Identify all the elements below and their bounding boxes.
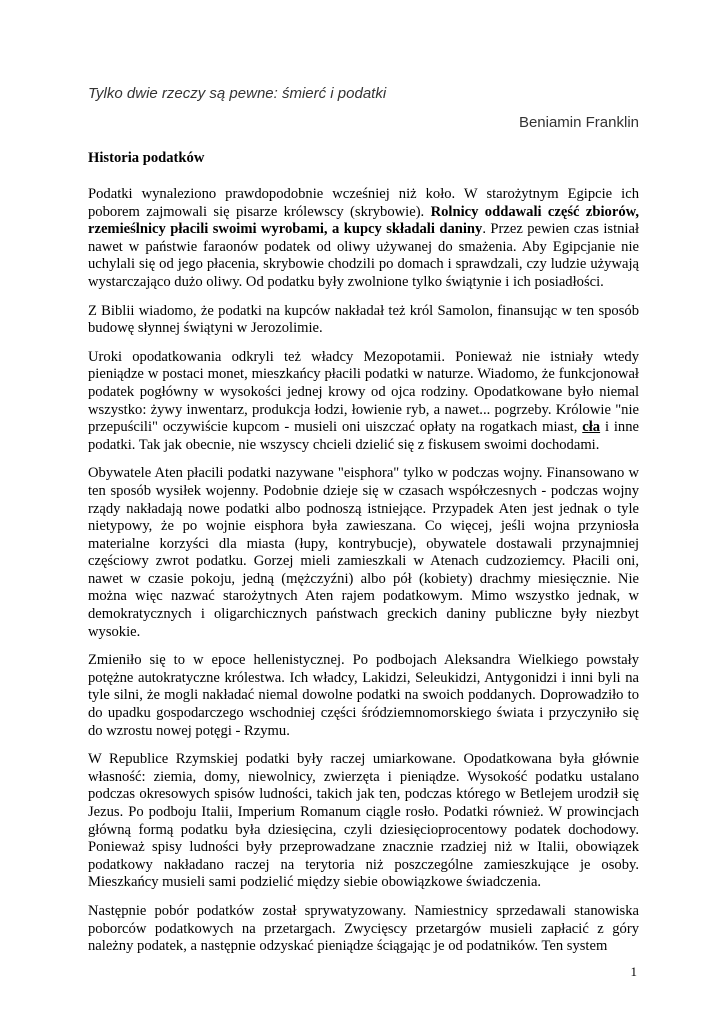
paragraph-mesopotamia bbox=[88, 349, 639, 455]
paragraph-tax-collection: Następnie pobór podatków został sprywatyzowany. Namiestnicy sprzedawali stanowiska poborców podatkowych na przetargach. Zwycięscy przetargów musieli zapłacić z góry należny podatek, a następnie odzyskać pieniądze ściągając je od podatników. Ten system bbox=[88, 902, 639, 955]
paragraph-mesopotamia-bold-underline: cła bbox=[582, 419, 601, 436]
paragraph-hellenistic: Zmieniło się to w epoce hellenistycznej. Po podbojach Aleksandra Wielkiego powstały potężne autokratyczne królestwa. Ich władcy, Lakidzi, Seleukidzi, Antygonidzi i inni byli na tyle silni, że mogli nakładać niemal dowolne podatki na swoich poddanych. Doprowadziło to do upadku gospodarczego wschodniej części śródziemnomorskiego świata i przyczyniło się do wzrostu nowej potęgi - Rzymu. bbox=[88, 652, 639, 739]
paragraph-mesopotamia-part-1: Uroki opodatkowania odkryli też władcy Mezopotamii. Ponieważ nie istniały wtedy pieniądze w postaci monet, mieszkańcy płacili podatki w naturze. Wiadomo, że funkcjonował podatek pogłówny w wysokości jednej krowy od ojca rodziny. Opodatkowane było niemal wszystko: żywy inwentarz, produkcja łodzi, łowienie ryb, a nawet... pogrzeby. Królowie "nie przepuścili" oczywiście kupcom - musieli oni uiszczać opłaty na rogatkach miast, bbox=[88, 348, 639, 436]
paragraph-bible: Z Biblii wiadomo, że podatki na kupców nakładał też król Samolon, finansując w ten sposób budowę słynnej świątyni w Jerozolimie. bbox=[88, 302, 639, 337]
paragraph-egypt-part-1: Podatki wynaleziono prawdopodobnie wcześniej niż koło. W starożytnym Egipcie ich poborem zajmowali się pisarze królewscy (skrybowie). bbox=[88, 186, 639, 220]
paragraph-egypt-bold: Rolnicy oddawali część zbiorów, rzemieślnicy płacili swoimi wyrobami, a kupcy składali daniny bbox=[88, 203, 639, 238]
paragraph-mesopotamia-part-2: i inne podatki. Tak jak obecnie, nie wszyscy chcieli dzielić się z fiskusem swoimi dochodami. bbox=[88, 419, 639, 453]
paragraph-egypt bbox=[88, 186, 639, 292]
paragraph-athens: Obywatele Aten płacili podatki nazywane "eisphora" tylko w podczas wojny. Finansowano w ten sposób wysiłek wojenny. Podobnie dzieje się w czasach współczesnych - podczas wojny rządy nakładają nowe podatki albo podnoszą istniejące. Przypadek Aten jest jednak o tyle nietypowy, że po wojnie eisphora była zawieszana. Co więcej, jeśli wojna przyniosła materialne korzyści dla miasta (łupy, kontrybucje), obywatele dostawali przynajmniej częściowy zwrot podatku. Gorzej mieli zamieszkali w Atenach cudzoziemcy. Płacili oni, nawet w czasie pokoju, jedną (mężczyźni) albo pół (kobiety) drachmy miesięcznie. Nie można więc nazwać starożytnych Aten rajem podatkowym. Mimo wszystko jednak, w demokratycznych i oligarchicznych państwach greckich daniny publiczne były niezbyt wysokie. bbox=[88, 465, 639, 640]
section-title: Historia podatków bbox=[88, 150, 205, 166]
paragraph-egypt-part-2: . Przez pewien czas istniał nawet w państwie faraonów podatek od oliwy używanej do smażenia. Aby Egipcjanie nie uchylali się od jego płacenia, skrybowie chodzili po domach i sprawdzali, czy ludzie używają wystarczająco dużo oliwy. Od podatku były zwolnione tylko świątynie i ich posiadłości. bbox=[88, 221, 640, 290]
motto-quote: Tylko dwie rzeczy są pewne: śmierć i podatki bbox=[88, 85, 387, 102]
page-number: 1 bbox=[630, 964, 637, 979]
motto-author: Beniamin Franklin bbox=[518, 114, 639, 131]
page-content bbox=[88, 84, 639, 956]
paragraph-rome: W Republice Rzymskiej podatki były raczej umiarkowane. Opodatkowana była głównie własność: ziemia, domy, niewolnicy, zwierzęta i pieniądze. Wysokość podatku ustalano podczas okresowych spisów ludności, takich jak ten, podczas którego w Betlejem urodził się Jezus. Po podboju Italii, Imperium Romanum ciągle rosło. Podatki również. W prowincjach główną formą podatku była dziesięcina, czyli dziesięcioprocentowy podatek dochodowy. Ponieważ spisy ludności były przeprowadzane znacznie rzadziej niż w Italii, obowiązek podatkowy nakładano raczej na terytoria niż poszczególne zamieszkujące je osoby. Mieszkańcy musieli sami podzielić między siebie obowiązkowe świadczenia. bbox=[88, 751, 639, 891]
